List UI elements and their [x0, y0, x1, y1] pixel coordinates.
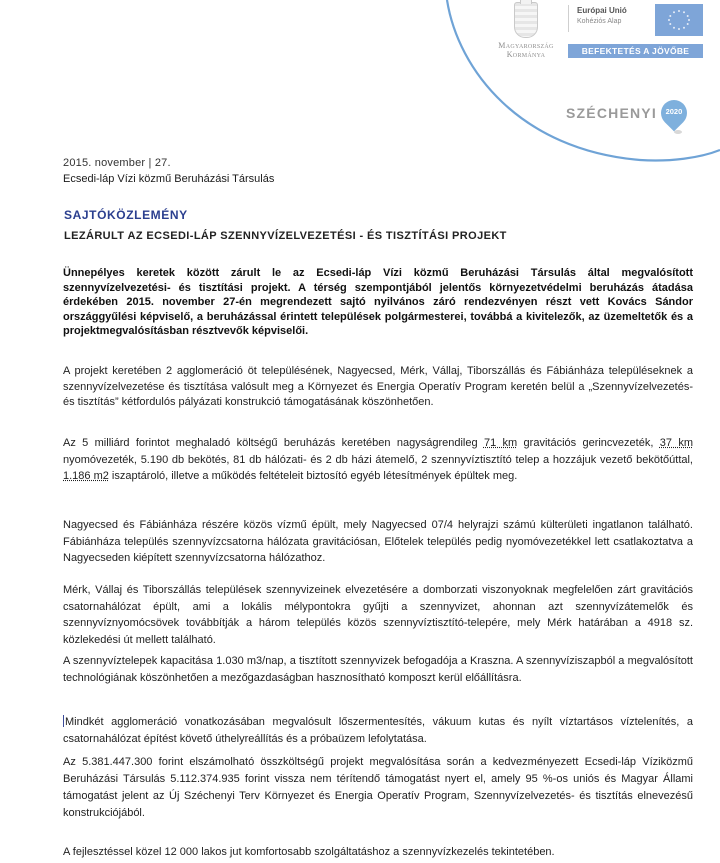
paragraph-8-block [63, 845, 693, 861]
paragraph: A szennyvíztelepek kapacitása 1.030 m3/nap, a tisztított szennyvizek befogadója a Kraszna. A szennyvíziszapból a megvalósított technológiának köszönhetően a mezőgazdaságban hasznosítható komposzt kerül előállításra. [63, 655, 693, 684]
hungary-logo-line2: Kormánya [506, 50, 546, 59]
organization-name: Ecsedi-láp Vízi közmű Beruházási Társulás [63, 173, 275, 185]
lead-paragraph: Ünnepélyes keretek között zárult le az Ecsedi-láp Vízi közmű Beruházási Társulás által megvalósított szennyvízelvezetési- és tisztítási projekt. A térség szempontjából jelentős környezetvédelmi beruházás átadása érdekében 2015. november 27-én megrendezett sajtó nyilvános záró rendezvényen részt vett Kovács Sándor országgyűlési képviselő, a beruházással érintett települések polgármesterei, továbbá a kivitelezők, az üzemeltetők és a projektmegvalósításban résztvevők képviselői. [63, 267, 693, 337]
paragraph-6-block[interactable] [63, 714, 693, 747]
paragraph-5-block [63, 653, 693, 686]
szechenyi-text: SZÉCHENYI [566, 105, 657, 121]
header-graphics [0, 0, 720, 170]
paragraph: Nagyecsed és Fábiánháza részére közös vízmű épült, mely Nagyecsed 07/4 helyrajzi számú külterületi ingatlanon található. Fábiánháza település szennyvízcsatorna hálózata gravitációsan, Előtelek település pedig nyomóvezetékkel lett csatlakoztatva a Nagyecseden kiépített szennyvízcsatorna hálózathoz. [63, 519, 693, 564]
eu-fund: Kohéziós Alap [577, 18, 622, 25]
szechenyi-2020-logo [566, 86, 691, 140]
invest-in-future-banner: BEFEKTETÉS A JÖVŐBE [568, 44, 703, 58]
paragraph: Az 5.381.447.300 forint elszámolható összköltségű projekt megvalósítása során a kedvezményezett Ecsedi-láp Víziközmű Beruházási Társulás 5.112.374.935 forint vissza nem térítendő támogatást nyert el, amely 95 %-os uniós és Magyar Állami támogatást jelent az Új Széchenyi Terv Környezet és Energia Operatív Program, Szennyvízelvezetés- és tisztítás elnevezésű konstrukciójából. [63, 756, 693, 819]
hungarian-government-logo [490, 2, 562, 59]
lead-paragraph-block [63, 266, 693, 339]
eu-logo-text [568, 5, 627, 32]
paragraph: Az 5 milliárd forintot meghaladó költségű beruházás keretében nagyságrendileg 71 km gravitációs gerincvezeték, 37 km nyomóvezeték, 5.190 db bekötés, 81 db hálózati- és 2 db házi átemelő, 2 szennyvíztisztító telep a hozzájuk vezető bekötőúttal, 1.186 m2 iszaptároló, illetve a működés feltételeit biztosító egyéb létesítmények épültek meg. [63, 437, 693, 482]
coat-of-arms-icon [514, 2, 538, 38]
text-cursor [63, 715, 64, 727]
paragraph: A fejlesztéssel közel 12 000 lakos jut komfortosabb szolgáltatáshoz a szennyvízkezelés tekintetében. [63, 846, 555, 858]
paragraph-2-block [63, 435, 693, 485]
paragraph-7-block [63, 754, 693, 822]
length-value: 71 km [483, 437, 518, 449]
document-meta [63, 156, 274, 188]
paragraph-1-block [63, 364, 693, 411]
eu-flag-icon [655, 4, 703, 36]
document-date: 2015. november | 27. [63, 157, 171, 169]
area-value: 1.186 m2 [63, 470, 109, 482]
paragraph: Mérk, Vállaj és Tiborszállás települések szennyvizeinek elvezetésére a domborzati viszonyoknak megfelelően zárt gravitációs csatornahálózat épült, ami a lokális mélypontokra gyűjti a szennyvizet, ahonnan azt szennyvízátemelők és szennyvíznyomócsövek továbbítják a három település közös szennyvíztisztító-telepére, mely Mérk határában a 4918 sz. közlekedési út mellett található. [63, 584, 693, 646]
paragraph[interactable]: Mindkét agglomeráció vonatkozásában megvalósult lőszermentesítés, vákuum kutas és nyílt víztartásos víztelenítés, a csatornahálózat építést követő úthelyreállítás és a próbaüzem lefolytatása. [63, 716, 693, 745]
press-release-label: SAJTÓKÖZLEMÉNY [64, 208, 188, 222]
paragraph-3-block [63, 517, 693, 567]
length-value: 37 km [659, 437, 693, 449]
hungary-logo-line1: Magyarország [498, 41, 554, 50]
map-pin-icon [661, 100, 691, 140]
eu-name: Európai Unió [577, 6, 627, 15]
paragraph-4-block [63, 582, 693, 648]
szechenyi-year: 2020 [665, 107, 683, 116]
headline: LEZÁRULT AZ ECSEDI-LÁP SZENNYVÍZELVEZETÉSI - ÉS TISZTÍTÁSI PROJEKT [64, 230, 507, 242]
paragraph: A projekt keretében 2 agglomeráció öt településének, Nagyecsed, Mérk, Vállaj, Tiborszállás és Fábiánháza településeknek a szennyvízelvezetése és tisztítása valósult meg a Környezet és Energia Operatív Program keretén belül a „Szennyvízelvezetés- és tisztítás” kétfordulós pályázati konstrukció támogatásának köszönhetően. [63, 365, 693, 408]
